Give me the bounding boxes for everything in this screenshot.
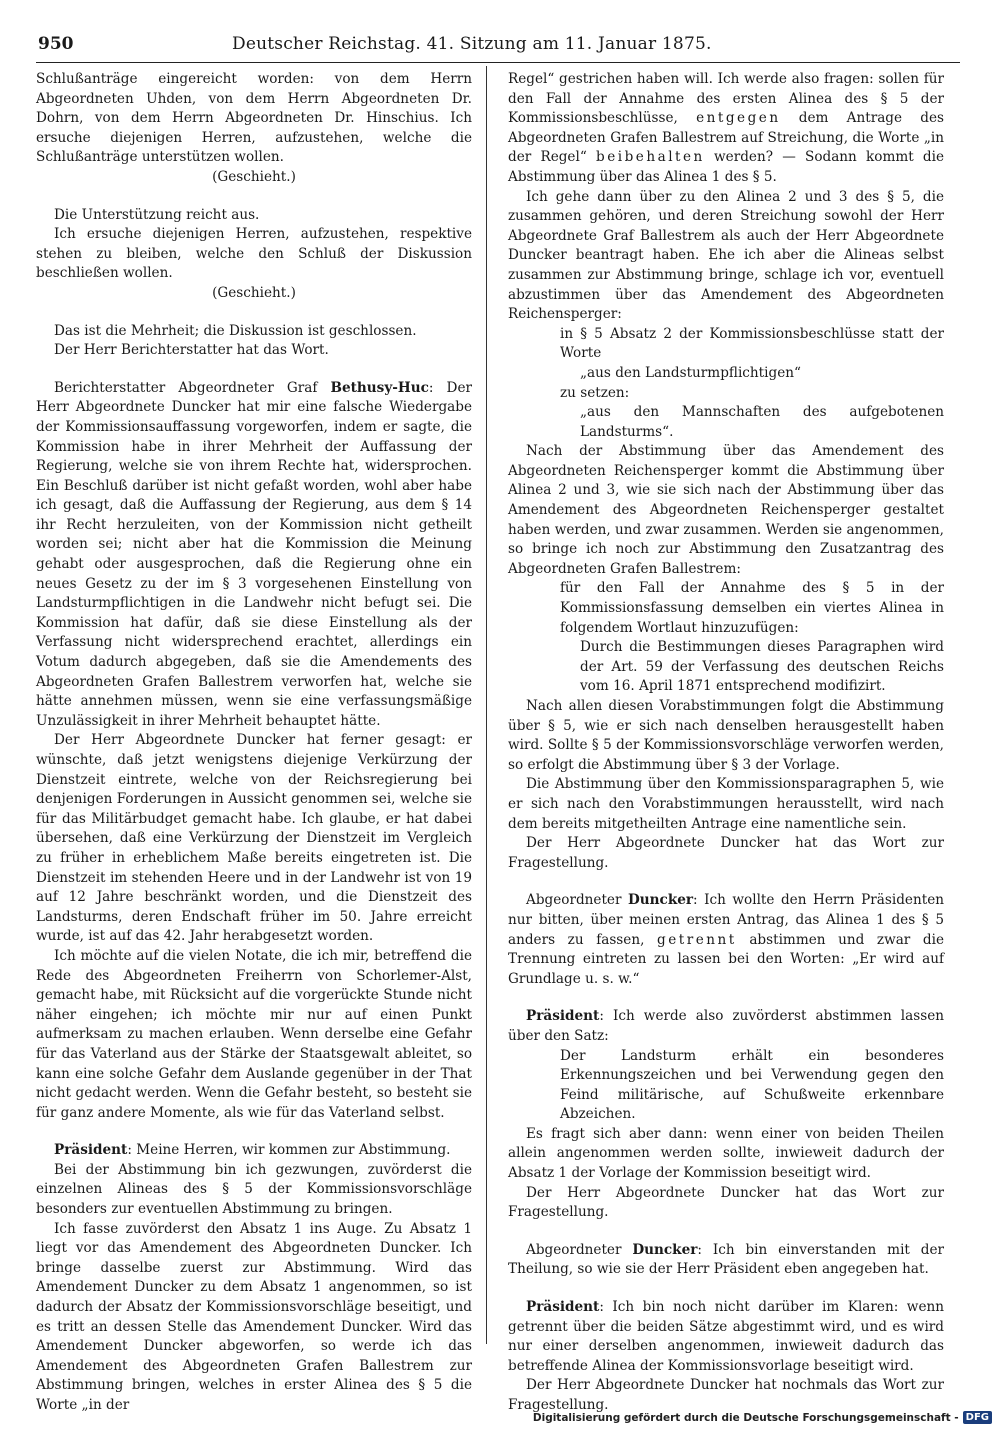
speech-paragraph (508, 891, 944, 989)
quoted-motion: „aus den Mannschaften des aufgebotenen Landsturms“. (580, 404, 944, 440)
speaker-name: Präsident (526, 1008, 600, 1025)
text-run: Regel“ gestrichen haben will. Ich werde also fragen: sollen für den Fall der Annahme des ersten Alinea des § 5 der Kommissionsbeschlüsse, (508, 71, 944, 127)
quoted-motion: Der Landsturm erhält ein besonderes Erkennungszeichen und bei Verwendung gegen den Feind militärische, auf Schußweite erkennbare Abzeichen. (560, 1047, 944, 1123)
speech-text: : Meine Herren, wir kommen zur Abstimmung. (127, 1142, 451, 1159)
speech-paragraph (36, 1141, 472, 1161)
speaker-name: Bethusy-Huc (330, 379, 429, 396)
speaker-role: Abgeordneter (526, 1241, 633, 1258)
paragraph: Der Herr Abgeordnete Duncker hat das Wort zur Fragestellung. (508, 1184, 944, 1221)
paragraph: Ich ersuche diejenigen Herren, aufzustehen, respektive stehen zu bleiben, welche den Schluß der Diskussion beschließen wollen. (36, 226, 472, 282)
speech-paragraph (36, 379, 472, 732)
speaker-name: Duncker (627, 892, 694, 909)
header-rule (36, 62, 960, 63)
paragraph: Ich gehe dann über zu den Alinea 2 und 3 des § 5, die zusammen gehören, und deren Streichung sowohl der Herr Abgeordnete Graf Ballestrem als auch der Herr Abgeordnete Duncker beantragt haben. Ehe ich aber die Alineas selbst zusammen zur Abstimmung bringe, schlage ich vor, eventuell abzustimmen über das Amendement des Abgeordneten Reichensperger: (508, 188, 944, 323)
speech-text: : Ich bin einverstanden mit der Theilung, so wie sie der Herr Präsident eben angegeben hat. (508, 1241, 944, 1278)
text-run: werden? — Sodann kommt die Abstimmung über das Alinea 1 des § 5. (508, 149, 944, 185)
paragraph: Der Herr Berichterstatter hat das Wort. (54, 342, 329, 359)
paragraph: Ich möchte auf die vielen Notate, die ich mir, betreffend die Rede des Abgeordneten Freiherrn von Schorlemer-Alst, gemacht habe, mit Rücksicht auf die vorgerückte Stunde nicht näher eingehen; ich möchte mir nur auf einen Punkt aufmerksam zu machen erlauben. Wenn derselbe eine Gefahr für das Vaterland aus der Stärke der Staatsgewalt ableitet, so kann eine solche Gefahr dem Auslande gegenüber in der That nicht gedacht werden. Wenn die Gefahr besteht, so besteht sie für ganz andere Momente, als wie für das Vaterland selbst. (36, 947, 472, 1121)
paragraph: Bei der Abstimmung bin ich gezwungen, zuvörderst die einzelnen Alineas des § 5 der Kommissionsvorschläge besonders zur eventuellen Abstimmung zu bringen. (36, 1161, 472, 1218)
speech-text: : Ich wollte den Herrn Präsidenten nur bitten, über meinen ersten Antrag, das Alinea 1 des § 5 anders zu fassen, (508, 892, 944, 948)
speech-paragraph (508, 1241, 944, 1280)
text-run: dem Antrage des Abgeordneten Grafen Ballestrem auf Streichung, die Worte „in der Regel“ (508, 110, 944, 166)
column-rule (486, 66, 487, 1344)
paragraph: Die Unterstützung reicht aus. (54, 206, 260, 223)
left-column (36, 70, 472, 1416)
dfg-logo: DFG (963, 1411, 992, 1424)
speaker-role: Berichterstatter Abgeordneter Graf (54, 379, 331, 396)
digitization-credit (533, 1411, 992, 1424)
speaker-role: Abgeordneter (526, 892, 628, 909)
quoted-motion: für den Fall der Annahme des § 5 in der Kommissionsfassung demselben ein viertes Alinea in folgendem Wortlaut hinzuzufügen: (560, 580, 944, 636)
paragraph: Nach der Abstimmung über das Amendement des Abgeordneten Reichensperger kommt die Abstimmung über Alinea 2 und 3, wie sie sich nach der Abstimmung über das Amendement des Abgeordneten Reichensperger gestaltet haben werden, und zwar zusammen. Werden sie angenommen, so bringe ich noch zur Abstimmung den Zusatzantrag des Abgeordneten Grafen Ballestrem: (508, 443, 944, 577)
spaced-emphasis: getrennt (657, 931, 737, 948)
speaker-name: Präsident (526, 1299, 600, 1316)
speech-paragraph (508, 1007, 944, 1046)
quoted-motion: in § 5 Absatz 2 der Kommissionsbeschlüsse statt der Worte (560, 325, 944, 362)
stage-direction: (Geschieht.) (212, 168, 296, 185)
spaced-emphasis: entgegen (696, 110, 781, 127)
paragraph: Ich fasse zuvörderst den Absatz 1 ins Auge. Zu Absatz 1 liegt vor das Amendement des Abgeordneten Duncker. Ich bringe dasselbe zuerst zur Abstimmung. Wird das Amendement Duncker zu dem Absatz 1 angenommen, so ist dadurch der Absatz der Kommissionsvorschläge beseitigt, und es tritt an dessen Stelle das Amendement Duncker. Wird das Amendement Duncker abgeworfen, so werde ich das Amendement des Abgeordneten Grafen Ballestrem zur Abstimmung bringen, welches in erster Alinea des § 5 die Worte „in der (36, 1220, 472, 1413)
stage-direction: (Geschieht.) (212, 284, 296, 301)
paragraph: Nach allen diesen Vorabstimmungen folgt die Abstimmung über § 5, wie er sich nach denselben herausgestellt haben wird. Sollte § 5 der Kommissionsvorschläge verworfen werden, so erfolgt die Abstimmung über § 3 der Vorlage. (508, 698, 944, 773)
paragraph: Der Herr Abgeordnete Duncker hat nochmals das Wort zur Fragestellung. (508, 1377, 944, 1413)
speech-text: : Ich werde also zuvörderst abstimmen lassen über den Satz: (508, 1008, 944, 1044)
speech-text: abstimmen und zwar die Trennung eintreten zu lassen bei den Worten: „Er wird auf Grundlage u. s. w.“ (508, 931, 944, 987)
paragraph: Schlußanträge eingereicht worden: von dem Herrn Abgeordneten Uhden, von dem Herrn Abgeordneten Dr. Dohrn, von dem Herrn Abgeordneten Dr. Hinschius. Ich ersuche diejenigen Herren, aufzustehen, welche die Schlußanträge unterstützen wollen. (36, 71, 472, 166)
spaced-emphasis: beibehalten (596, 149, 705, 166)
paragraph: Das ist die Mehrheit; die Diskussion ist geschlossen. (54, 322, 417, 339)
quoted-motion: „aus den Landsturmpflichtigen“ (580, 364, 801, 381)
speech-paragraph (508, 1298, 944, 1376)
paragraph: Der Herr Abgeordnete Duncker hat das Wort zur Fragestellung. (508, 835, 944, 871)
speech-text: : Der Herr Abgeordnete Duncker hat mir eine falsche Wiedergabe der Kommissionsauffassung vorgeworfen, indem er sagte, die Kommission habe in ihrer Mehrheit der Auffassung der Regierung, welche sie von ihrem Rechte hat, widersprochen. Ein Beschluß darüber ist nicht gefaßt worden, wohl aber habe ich gesagt, daß die Auffassung der Regierung, aus dem § 14 ihr Recht herzuleiten, von der Kommission nicht getheilt worden sei; nicht aber hat die Kommission die Meinung gehabt oder ausgesprochen, daß die Regierung ohne ein neues Gesetz zu der im § 3 vorgesehenen Einstellung von Landsturmpflichtigen in die Landwehr nicht befugt sei. Die Kommission hat dafür, daß sie diese Einstellung als der Verfassung nicht widersprechend erachtet, allerdings ein Votum dadurch abgegeben, daß sie die Amendements des Abgeordneten Grafen Ballestrem verworfen hat, welche sie hätte annehmen müssen, wenn sie eine verfassungsmäßige Unzulässigkeit in ihrer Mehrheit behauptet hätte. (36, 379, 473, 729)
paragraph: Es fragt sich aber dann: wenn einer von beiden Theilen allein angenommen werden sollte, inwieweit dadurch der Absatz 1 der Vorlage der Kommission beseitigt wird. (508, 1125, 944, 1182)
running-title: Deutscher Reichstag. 41. Sitzung am 11. Januar 1875. (232, 34, 712, 54)
speaker-name: Duncker (632, 1241, 698, 1258)
quoted-motion: Durch die Bestimmungen dieses Paragraphen wird der Art. 59 der Verfassung des deutschen Reichs vom 16. April 1871 entsprechend modifizirt. (580, 639, 944, 695)
credit-text: Digitalisierung gefördert durch die Deutsche Forschungsgemeinschaft - (532, 1411, 959, 1424)
paragraph: Der Herr Abgeordnete Duncker hat ferner gesagt: er wünschte, daß jetzt wenigstens diejenige Verkürzung der Dienstzeit eintrete, welche von der Reichsregierung bei denjenigen Forderungen in Aussicht genommen sei, welche sie für das Militärbudget gemacht habe. Ich glaube, er hat dabei übersehen, daß eine Verkürzung der Dienstzeit im Vergleich zu früher in erheblichem Maße bereits eingetreten ist. Die Dienstzeit im stehenden Heere und in der Landwehr ist von 19 auf 12 Jahre beschränkt worden, und die Dienstzeit des Landsturms, deren Endschaft früher im 50. Jahre erreicht wurde, ist auf das 42. Jahr herabgesetzt worden. (36, 732, 472, 945)
page-number: 950 (38, 34, 74, 54)
paragraph: Die Abstimmung über den Kommissionsparagraphen 5, wie er sich nach den Vorabstimmungen herausstellt, wird nach dem bereits mitgetheilten Antrage eine namentliche sein. (508, 776, 944, 832)
paragraph (508, 70, 944, 188)
speaker-name: Präsident (54, 1142, 128, 1159)
right-column (508, 70, 944, 1416)
quoted-motion: zu setzen: (560, 384, 630, 401)
speech-text: : Ich bin noch nicht darüber im Klaren: wenn getrennt über die beiden Sätze abgestimmt wird, und es wird nur einer derselben angenommen, inwieweit dadurch das betreffende Alinea der Kommissionsvorlage beseitigt wird. (508, 1299, 944, 1374)
